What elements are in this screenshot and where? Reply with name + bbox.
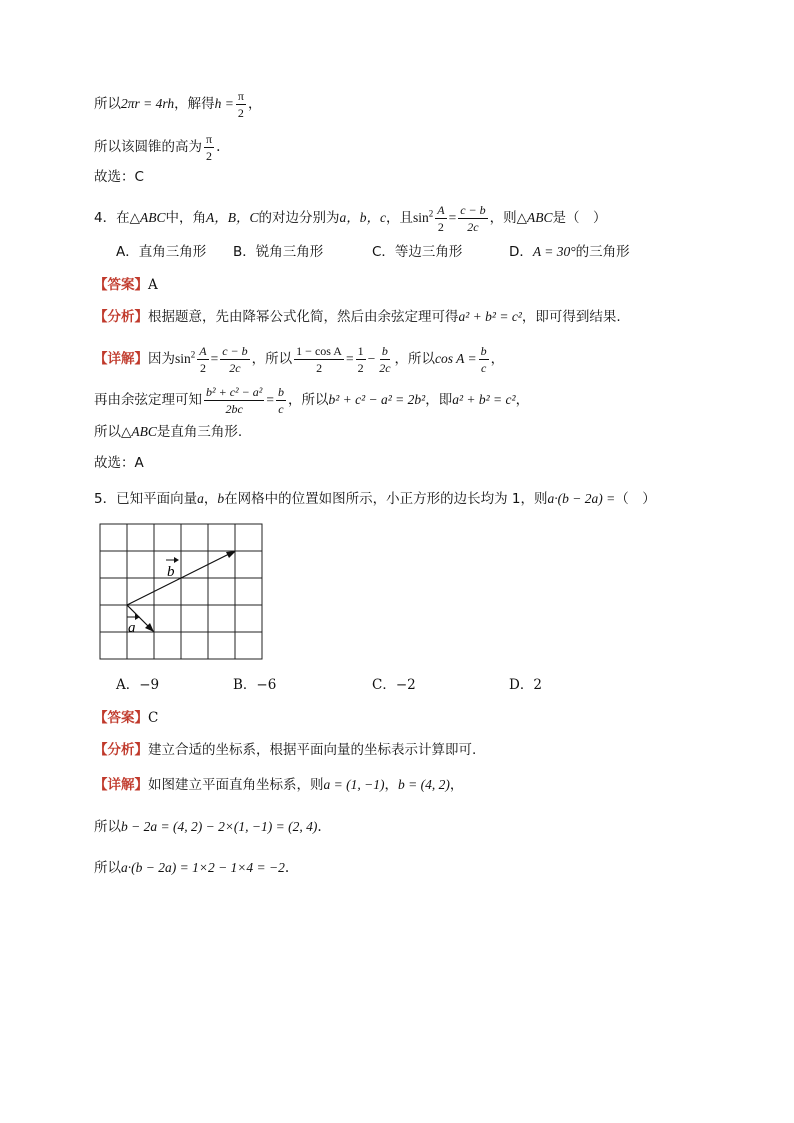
svg-text:b: b [167,564,175,580]
detail-line-3: 所以△ABC是直角三角形. [94,424,243,440]
question-4-stem: 4．在△ABC中，角A，B，C的对边分别为a，b，c，且$\sin^2$ $\frac{A}{2}$ = $\frac{c - b}{2c}$ ，则△ABC是（ ） [94,203,607,234]
option-d: D．2 [509,677,542,693]
answer-tag: 【答案】 [94,710,148,726]
math-equation: 2πr = 4rh [121,96,175,111]
option-b: B．锐角三角形 [233,244,324,260]
fraction: $\frac{b}{c}$ [277,385,284,416]
option-a: A．直角三角形 [116,244,207,260]
label-a [127,614,140,636]
fraction: $\frac{\pi}{2}$ [206,132,213,163]
analysis-line: 【分析】建立合适的坐标系，根据平面向量的坐标表示计算即可. [94,742,477,758]
fraction: $\frac{\text{b² + c² − a²}}{2bc}$ [206,385,263,416]
fraction: $\frac{b}{c}$ [480,344,487,375]
option-a: A．−9 [116,677,160,693]
grid-lines [100,524,262,659]
analysis-tag: 【分析】 [94,742,148,758]
fraction: $\frac{\text{1 − cos A}}{2}$ [296,344,342,375]
fraction: $\frac{c - b}{2c}$ [460,203,486,234]
detail-tag: 【详解】 [94,777,148,793]
fraction: $\frac{\pi}{2}$ [237,89,244,120]
fraction: $\frac{A}{2}$ [199,344,207,375]
fraction: $\frac{A}{2}$ [437,203,445,234]
fraction: $\frac{1}{2}$ [357,344,364,375]
choice-line: 故选：C [94,169,144,185]
label-b [166,557,179,580]
answer-line: 【答案】A [94,277,158,293]
option-b: B．−6 [233,677,277,693]
option-c: C．−2 [372,677,416,693]
detail-tag: 【详解】 [94,351,148,367]
detail-line-1: 【详解】因为$\sin^2$ $\frac{A}{2}$ = $\frac{c - b}{2c}$ ，所以 $\frac{\text{1 − cos A}}{2}$ = $\frac{1}{2}$ − $\frac{b}{2c}$ ，所以cos A = $\frac{b}{c}$ ， [94,344,505,375]
fraction: $\frac{b}{2c}$ [379,344,391,375]
analysis-tag: 【分析】 [94,309,148,325]
fraction: $\frac{c - b}{2c}$ [222,344,248,375]
choice-line: 故选：A [94,455,144,471]
solution-line-2: 所以该圆锥的高为 $\frac{\pi}{2}$ . [94,132,221,163]
svg-text:a: a [128,620,136,636]
answer-tag: 【答案】 [94,277,148,293]
option-d: D．A = 30°的三角形 [509,244,630,260]
option-c: C．等边三角形 [372,244,463,260]
detail-line-3: 所以a·(b − 2a) = 1×2 − 1×4 = −2. [94,860,290,876]
analysis-line: 【分析】根据题意，先由降幂公式化简，然后由余弦定理可得a² + b² = c²，即可得到结果. [94,309,621,325]
vector-grid-figure [97,521,267,663]
answer-line: 【答案】C [94,710,159,726]
detail-line-1: 【详解】如图建立平面直角坐标系，则a = (1, −1)，b = (4, 2)， [94,777,464,793]
detail-line-2: 所以b − 2a = (4, 2) − 2×(1, −1) = (2, 4). [94,819,322,835]
detail-line-2: 再由余弦定理可知 $\frac{\text{b² + c² − a²}}{2bc}$ = $\frac{b}{c}$ ，所以b² + c² − a² = 2b²，即a² + b² = c²， [94,385,530,416]
solution-line-1: 所以2πr = 4rh，解得h = $\frac{\pi}{2}$ ， [94,89,262,120]
question-5-stem: 5．已知平面向量a，b在网格中的位置如图所示，小正方形的边长均为 1，则a·(b − 2a) =（ ） [94,491,656,507]
